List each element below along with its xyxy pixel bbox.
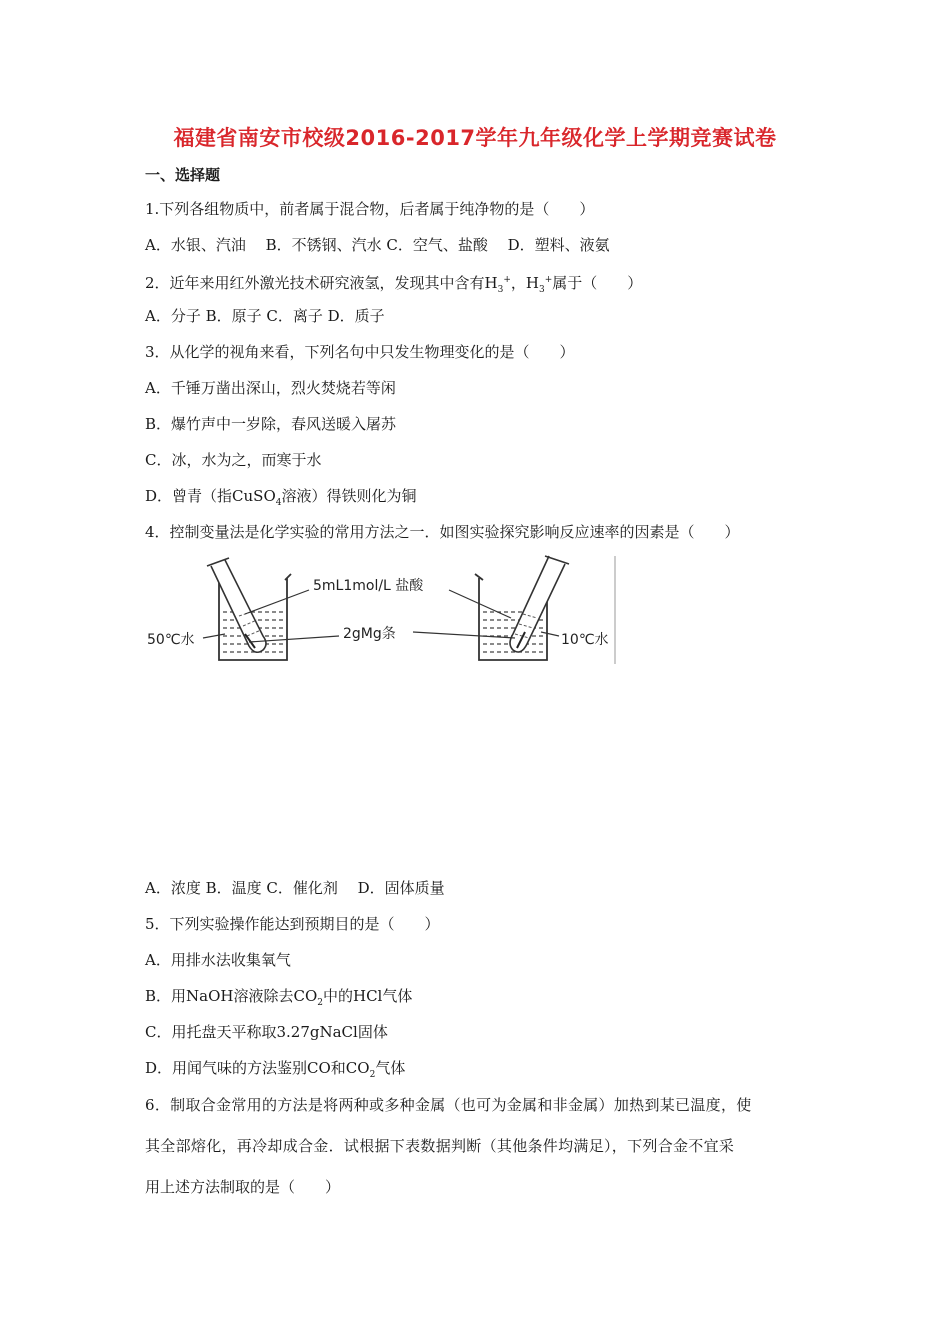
question-3-stem: 3．从化学的视角来看，下列名句中只发生物理变化的是（ ） (145, 343, 575, 361)
section-heading: 一、选择题 (145, 166, 221, 184)
question-5-option-c: C．用托盘天平称取3.27gNaCl固体 (145, 1023, 388, 1041)
question-5-stem: 5．下列实验操作能达到预期目的是（ ） (145, 915, 440, 933)
label-right-water: 10℃水 (561, 632, 609, 648)
question-4-stem: 4．控制变量法是化学实验的常用方法之一．如图实验探究影响反应速率的因素是（ ） (145, 523, 740, 541)
left-test-tube (207, 558, 266, 652)
question-4-options: A．浓度 B．温度 C．催化剂 D．固体质量 (145, 879, 445, 897)
question-6-line-1: 6．制取合金常用的方法是将两种或多种金属（也可为金属和非金属）加热到某已温度，使 (145, 1096, 752, 1114)
question-6-line-2: 其全部熔化，再冷却成合金．试根据下表数据判断（其他条件均满足），下列合金不宜采 (145, 1137, 735, 1155)
question-6-line-3: 用上述方法制取的是（ ） (145, 1178, 341, 1196)
question-3-option-a: A．千锤万凿出深山，烈火焚烧若等闲 (145, 379, 396, 397)
question-3-option-b: B．爆竹声中一岁除，春风送暖入屠苏 (145, 415, 397, 433)
question-2-stem: 2．近年来用红外激光技术研究液氢，发现其中含有$H_3^+$，$H_3^+$属于（ ） (145, 274, 643, 295)
question-5-option-b: B．用NaOH溶液除去$CO_2$中的HCl气体 (145, 987, 413, 1008)
label-acid: 5mL1mol/L 盐酸 (313, 578, 424, 594)
experiment-figure (145, 554, 617, 666)
question-1-options: A．水银、汽油 B．不锈钢、汽水 C．空气、盐酸 D．塑料、液氨 (145, 236, 610, 254)
question-3-option-d: D．曾青（指CuSO$_4$溶液）得铁则化为铜 (145, 487, 417, 508)
question-1-stem: 1.下列各组物质中，前者属于混合物，后者属于纯净物的是（ ） (145, 200, 595, 218)
label-mg: 2gMg条 (343, 626, 396, 642)
question-2-options: A．分子 B．原子 C．离子 D．质子 (145, 307, 385, 325)
page-title: 福建省南安市校级2016-2017学年九年级化学上学期竞赛试卷 (173, 126, 777, 150)
question-5-option-a: A．用排水法收集氧气 (145, 951, 291, 969)
beaker-diagram (145, 554, 617, 666)
question-5-option-d: D．用闻气味的方法鉴别CO和$CO_2$气体 (145, 1059, 406, 1080)
question-3-option-c: C．冰，水为之，而寒于水 (145, 451, 322, 469)
label-left-water: 50℃水 (147, 632, 195, 648)
